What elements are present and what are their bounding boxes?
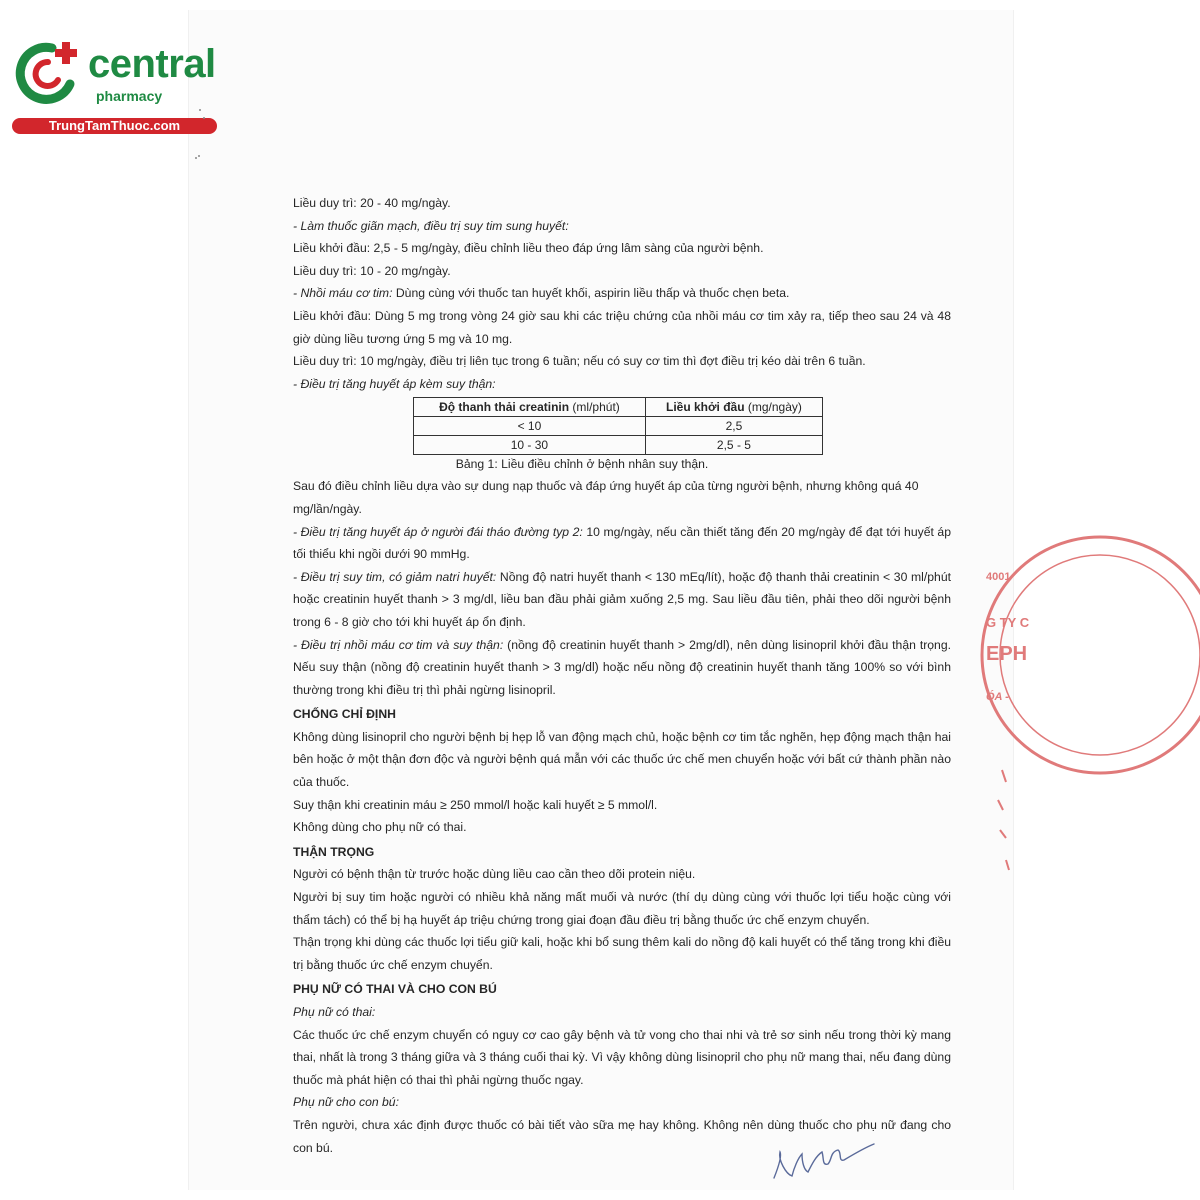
stamp-text: G TY C — [986, 615, 1030, 630]
subheading-breastfeeding: Phụ nữ cho con bú: — [293, 1095, 399, 1110]
paragraph — [293, 634, 951, 702]
table-row — [414, 417, 823, 436]
paragraph: Suy thận khi creatinin máu ≥ 250 mmol/l hoặc kali huyết ≥ 5 mmol/l. — [293, 797, 658, 812]
inline-subheading: - Điều trị suy tim, có giảm natri huyết: — [293, 569, 497, 584]
inline-text: Dùng cùng với thuốc tan huyết khối, aspirin liều thấp và thuốc chẹn beta. — [392, 286, 790, 301]
paragraph: Các thuốc ức chế enzym chuyển có nguy cơ cao gây bệnh và tử vong cho thai nhi và trẻ sơ sinh nếu trong thời kỳ mang thai, nhất là trong 3 tháng giữa và 3 tháng cuối thai kỳ. Vì vậy không dùng lisinopril cho phụ nữ mang thai, nếu đang dùng thuốc mà phát hiện có thai thì phải ngừng thuốc ngay. — [293, 1027, 951, 1087]
table-header-dose: Liều khởi đầu (mg/ngày) — [645, 398, 822, 417]
paragraph: Liều duy trì: 10 - 20 mg/ngày. — [293, 263, 451, 278]
paragraph: Liều duy trì: 20 - 40 mg/ngày. — [293, 196, 451, 210]
inline-text: (nồng độ creatinin huyết thanh > 2mg/dl), nên dùng lisinopril khởi đầu thận trọng. Nếu suy thận (nồng độ creatinin huyết thanh > 3 mg/dl) hoặc nếu nồng độ creatinin huyết thanh tăng 100% so với bình thường trong khi điều trị thì phải ngừng lisinopril. — [293, 637, 952, 697]
paragraph: Không dùng lisinopril cho người bệnh bị hẹp lỗ van động mạch chủ, hoặc bệnh cơ tim tắc nghẽn, hẹp động mạch thận hai bên hoặc ở một thận đơn độc và người bệnh quá mẫn với các thuốc ức chế men chuyển hoặc với bất cứ thành phần nào của thuốc. — [293, 729, 951, 790]
brand-name: central — [88, 42, 216, 86]
paragraph: Thận trọng khi dùng các thuốc lợi tiểu giữ kali, hoặc khi bổ sung thêm kali do nồng độ kali huyết có thể tăng trong khi điều trị bằng thuốc ức chế enzym chuyển. — [293, 935, 951, 972]
table-row — [414, 436, 823, 455]
stamp-text: 4001 — [986, 571, 1011, 583]
section-heading-precautions: THẬN TRỌNG — [293, 844, 375, 859]
table-caption: Bảng 1: Liều điều chỉnh ở bệnh nhân suy thận. — [455, 457, 709, 472]
logo-mark-icon — [8, 36, 88, 108]
stamp-ring-icon — [980, 555, 1020, 895]
subheading-pregnant: Phụ nữ có thai: — [293, 1005, 376, 1019]
stamp-fragment — [980, 555, 1030, 895]
scan-specks — [190, 100, 210, 170]
document-content — [293, 192, 951, 1159]
inline-subheading: - Điều trị tăng huyết áp ở người đái tháo đường typ 2: — [293, 524, 583, 539]
inline-subheading: - Nhồi máu cơ tim: — [293, 286, 393, 301]
brand-subtitle: pharmacy — [96, 88, 163, 104]
section-heading-contraindications: CHỐNG CHỈ ĐỊNH — [293, 707, 396, 722]
signature-icon — [768, 1138, 878, 1186]
inline-text: 10 mg/ngày, nếu cần thiết tăng đến 20 mg/ngày để đạt tới huyết áp tối thiểu khi ngồi dưới 90 mmHg. — [293, 524, 951, 562]
section-heading-pregnancy: PHỤ NỮ CÓ THAI VÀ CHO CON BÚ — [293, 982, 497, 997]
inline-subheading: - Điều trị nhồi máu cơ tim và suy thận: — [293, 637, 504, 652]
paragraph — [293, 566, 951, 634]
stamp-text: ÓA - — [986, 691, 1009, 703]
subheading-vasodilator: - Làm thuốc giãn mạch, điều trị suy tim sung huyết: — [293, 218, 569, 233]
table-cell: < 10 — [414, 417, 646, 436]
paragraph: Người bị suy tim hoặc người có nhiều khả năng mất muối và nước (thí dụ dùng cùng với thuốc lợi tiểu hoặc cùng với thẩm tách) có thể bị hạ huyết áp triệu chứng trong giai đoạn đầu điều trị bằng thuốc ức chế enzym chuyển. — [293, 890, 951, 927]
table-cell: 10 - 30 — [414, 436, 646, 455]
dose-table — [413, 397, 823, 455]
paragraph: Không dùng cho phụ nữ có thai. — [293, 820, 467, 835]
paragraph: Liều khởi đầu: 2,5 - 5 mg/ngày, điều chỉnh liều theo đáp ứng lâm sàng của người bệnh. — [293, 241, 764, 256]
paragraph — [293, 282, 951, 305]
stamp-text: EPH — [986, 643, 1028, 665]
table-cell: 2,5 - 5 — [645, 436, 822, 455]
site-url-badge: TrungTamThuoc.com — [12, 118, 217, 134]
paragraph: Sau đó điều chỉnh liều dựa vào sự dung nạp thuốc và đáp ứng huyết áp của từng người bệnh, nhưng không quá 40 mg/lần/ngày. — [293, 479, 919, 516]
table-header-clearance: Độ thanh thải creatinin (ml/phút) — [414, 398, 646, 417]
table-cell: 2,5 — [645, 417, 822, 436]
paragraph: Trên người, chưa xác định được thuốc có bài tiết vào sữa mẹ hay không. Không nên dùng thuốc cho phụ nữ đang cho con bú. — [293, 1117, 951, 1155]
paragraph — [293, 521, 951, 566]
inline-text: Nồng độ natri huyết thanh < 130 mEq/lít), hoặc độ thanh thải creatinin < 30 ml/phút hoặc creatinin huyết thanh > 3 mg/dl, liều ban đầu phải giảm xuống 2,5 mg. Sau liều đầu tiên, phải theo dõi người bệnh trong 6 - 8 giờ cho tới khi huyết áp ổn định. — [293, 569, 951, 629]
paragraph: Liều khởi đầu: Dùng 5 mg trong vòng 24 giờ sau khi các triệu chứng của nhồi máu cơ tim xảy ra, tiếp theo sau 24 và 48 giờ dùng liều tương ứng 5 mg và 10 mg. — [293, 308, 951, 346]
paragraph: Liều duy trì: 10 mg/ngày, điều trị liên tục trong 6 tuần; nếu có suy cơ tim thì đợt điều trị kéo dài trên 6 tuần. — [293, 354, 866, 369]
table-header-row — [414, 398, 823, 417]
paragraph: Người có bệnh thận từ trước hoặc dùng liều cao cần theo dõi protein niệu. — [293, 867, 696, 882]
subheading-renal: - Điều trị tăng huyết áp kèm suy thận: — [293, 376, 496, 391]
